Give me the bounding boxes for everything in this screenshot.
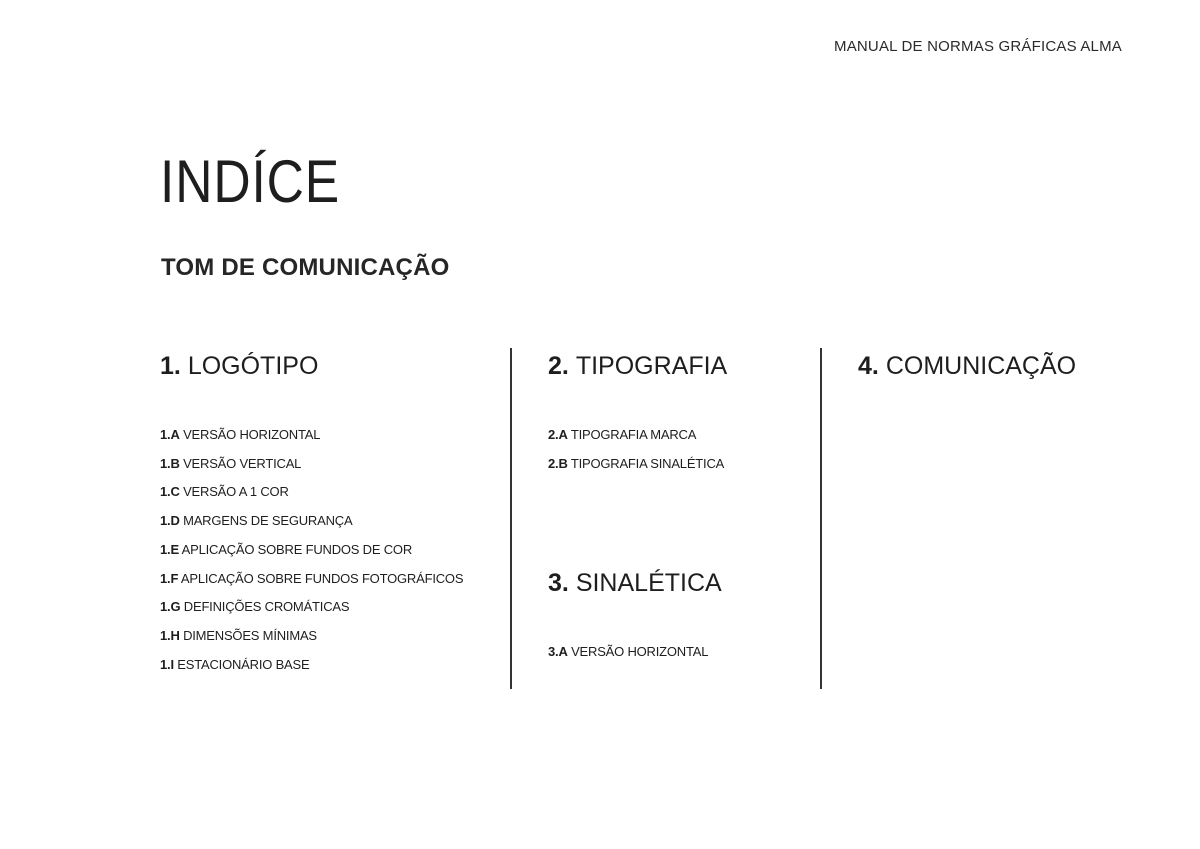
item-code: 1.H: [160, 627, 180, 643]
section-name: TIPOGRAFIA: [575, 352, 728, 380]
section-number: 4.: [858, 352, 879, 380]
item-code: 1.E: [160, 541, 179, 557]
toc-item-1f[interactable]: [160, 565, 463, 594]
toc-item-1i[interactable]: [160, 651, 463, 680]
toc-item-1d[interactable]: [160, 507, 463, 536]
section-tipografia: [548, 348, 727, 478]
section-number: 3.: [548, 569, 569, 597]
toc-item-3a[interactable]: [548, 638, 722, 667]
item-label: DIMENSÕES MÍNIMAS: [183, 627, 317, 643]
section-logotipo: [160, 348, 463, 679]
section-item-list: [160, 421, 463, 679]
item-code: 1.A: [160, 427, 180, 442]
section-item-list: [548, 421, 727, 478]
section-heading-comunicacao[interactable]: [858, 348, 1076, 384]
section-name: SINALÉTICA: [575, 569, 722, 597]
column-divider: [820, 348, 822, 689]
item-code: 2.B: [548, 455, 568, 471]
toc-item-1a[interactable]: [160, 421, 463, 450]
toc-item-2a[interactable]: [548, 421, 727, 450]
item-label: DEFINIÇÕES CROMÁTICAS: [183, 599, 350, 615]
toc-item-1c[interactable]: [160, 478, 463, 507]
section-name: LOGÓTIPO: [187, 352, 319, 380]
section-number: 1.: [160, 352, 181, 380]
section-tom-de-comunicacao[interactable]: TOM DE COMUNICAÇÃO: [161, 254, 450, 281]
item-code: 1.D: [160, 513, 180, 529]
item-code: 2.A: [548, 427, 568, 442]
item-code: 1.I: [160, 656, 174, 672]
item-label: ESTACIONÁRIO BASE: [177, 656, 310, 672]
item-code: 3.A: [548, 644, 568, 659]
column-divider: [510, 348, 512, 689]
section-sinaletica: [548, 565, 722, 667]
toc-item-1e[interactable]: [160, 536, 463, 565]
item-label: TIPOGRAFIA SINALÉTICA: [570, 455, 725, 471]
section-heading-tipografia[interactable]: [548, 348, 727, 384]
section-number: 2.: [548, 352, 569, 380]
item-code: 1.F: [160, 570, 179, 586]
item-code: 1.G: [160, 599, 181, 615]
item-label: APLICAÇÃO SOBRE FUNDOS FOTOGRÁFICOS: [180, 570, 464, 586]
toc-item-1b[interactable]: [160, 450, 463, 479]
item-label: MARGENS DE SEGURANÇA: [183, 513, 353, 529]
section-comunicacao: [858, 348, 1076, 384]
item-code: 1.C: [160, 484, 180, 500]
item-code: 1.B: [160, 455, 180, 471]
toc-item-1h[interactable]: [160, 622, 463, 651]
item-label: VERSÃO A 1 COR: [183, 484, 289, 500]
section-item-list: [548, 638, 722, 667]
section-heading-logotipo[interactable]: [160, 348, 463, 384]
section-heading-sinaletica[interactable]: [548, 565, 722, 601]
toc-item-2b[interactable]: [548, 450, 727, 479]
item-label: VERSÃO VERTICAL: [183, 455, 302, 471]
item-label: VERSÃO HORIZONTAL: [571, 644, 709, 659]
item-label: APLICAÇÃO SOBRE FUNDOS DE COR: [181, 541, 413, 557]
document-header-title: MANUAL DE NORMAS GRÁFICAS ALMA: [834, 38, 1122, 55]
page-title: INDÍCE: [160, 148, 341, 215]
item-label: TIPOGRAFIA MARCA: [570, 427, 697, 442]
section-name: COMUNICAÇÃO: [885, 352, 1077, 380]
item-label: VERSÃO HORIZONTAL: [183, 427, 321, 442]
toc-item-1g[interactable]: [160, 593, 463, 622]
